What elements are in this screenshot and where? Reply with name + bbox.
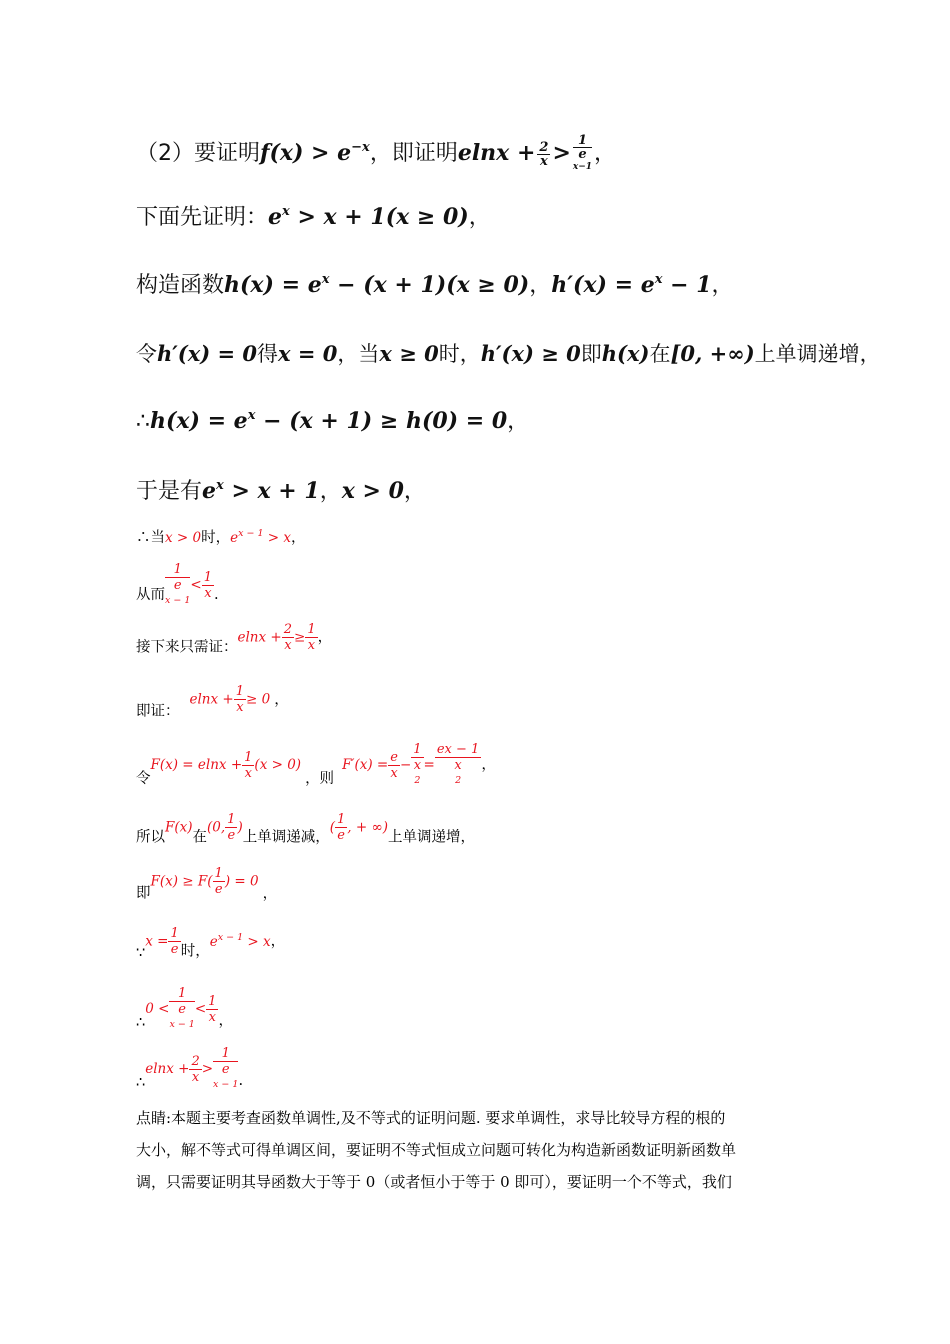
math: $h(x) = e^x - (x + 1) \ge h(0) = 0$ (150, 408, 508, 434)
fraction: 1 e x − 1 (169, 986, 195, 1030)
math: h′(x) = 0 (157, 341, 258, 366)
proof-step-7: 即F(x) ≥ F( $\frac{1}{e}$ ) = 0， (136, 866, 278, 902)
fraction: 1 e x − 1 (213, 1046, 239, 1090)
fraction: ex − 1 x 2 (436, 742, 480, 786)
fraction: 1 e x−1 (572, 133, 593, 172)
fraction: $\frac{2}{x}$ (283, 622, 292, 653)
proof-line-1 (136, 134, 616, 174)
text: 令 (136, 342, 157, 366)
math: $f(x) > e^{-x}$ (260, 140, 370, 166)
math: $e^x > x + 1(x \ge 0)$ (268, 204, 469, 230)
text: ， (403, 479, 426, 504)
proof-line-4 (136, 338, 881, 368)
text: 得 (257, 342, 279, 366)
proof-line-5 (136, 404, 529, 435)
text: ， (507, 409, 530, 434)
fraction: $\frac{1}{e}$ (337, 812, 346, 843)
fraction: $\frac{1}{e}$ (170, 926, 179, 957)
comment-line: 大小，解不等式可得单调区间，要证明不等式恒成立问题可转化为构造新函数证明新函数单 (136, 1141, 737, 1159)
fraction: $\frac{e}{x}$ (390, 749, 398, 781)
text: ，当 (337, 342, 380, 366)
math: h′(x) ≥ 0 (480, 341, 581, 366)
text: ∴ (136, 409, 150, 434)
fraction: $\frac{1}{x}$ (307, 622, 316, 653)
text: ， (529, 273, 552, 298)
fraction: $\frac{2}{x}$ (539, 139, 549, 169)
text: ， (319, 479, 342, 504)
fraction: $\frac{1}{x}$ (208, 993, 217, 1025)
math: x > 0 (341, 478, 404, 504)
proof-line-6 (136, 474, 426, 505)
text: （2）要证明 (136, 141, 260, 166)
fraction: $\frac{1}{x}$ (203, 569, 212, 601)
math: h(x) (601, 341, 650, 366)
math: > (552, 140, 571, 166)
proof-line-2 (136, 200, 491, 231)
math: $h(x) = e^x - (x + 1)(x \ge 0)$ (224, 272, 530, 298)
comment-line: 调，只需要证明其导函数大于等于 0（或者恒小于等于 0 即可），要证明一个不等式，我们 (136, 1173, 732, 1191)
proof-step-8: ∵x = $\frac{1}{e}$ 时，$e^{x - 1} > x$， (136, 926, 286, 962)
math: [0, +∞) (670, 341, 755, 366)
fraction: 1 e x − 1 (165, 562, 191, 606)
text: 时， (438, 342, 481, 366)
proof-step-6: 所以F(x)在(0, $\frac{1}{e}$ )上单调递减，( $\frac{1}{e}$ , + ∞)上单调递增， (136, 812, 475, 846)
proof-step-1: ∴当x > 0时，$e^{x - 1} > x$， (136, 528, 306, 546)
text: 构造函数 (136, 273, 225, 298)
fraction: $\frac{1}{e}$ (214, 866, 223, 897)
math: $e^x > x + 1$ (202, 478, 320, 504)
text: 即 (580, 342, 602, 366)
text: ，即证明 (369, 141, 458, 166)
text: 于是有 (136, 479, 203, 504)
proof-step-9: ∴0 < 1 e x − 1 < $\frac{1}{x}$ ， (136, 986, 233, 1031)
fraction: $\frac{1}{e}$ (227, 812, 236, 843)
text: 上单调递增， (754, 342, 881, 366)
math: x ≥ 0 (379, 341, 439, 366)
text: 在 (649, 342, 671, 366)
fraction: $\frac{1}{x}$ (235, 684, 244, 715)
text: ， (711, 273, 734, 298)
fraction: $\frac{1}{x}$ (244, 749, 253, 781)
comment-paragraph (136, 1102, 820, 1198)
proof-line-3 (136, 268, 734, 299)
math: x = 0 (278, 341, 338, 366)
proof-step-4: 即证：elnx + $\frac{1}{x}$ ≥ 0 ， (136, 684, 289, 720)
proof-step-2: 从而 1 e x − 1 < $\frac{1}{x}$ . (136, 562, 219, 606)
text: ， (594, 141, 617, 166)
text: 下面先证明： (136, 205, 269, 230)
fraction: 1 x 2 (413, 742, 422, 786)
math: $h'(x) = e^x - 1$ (551, 272, 712, 298)
text: ， (468, 205, 491, 230)
proof-step-5: 令F(x) = elnx + $\frac{1}{x}$ (x > 0)，则F′(x) = $\frac{e}{x}$ − 1 x 2 = ex − 1 x 2 ， (136, 742, 496, 787)
fraction: $\frac{2}{x}$ (191, 1053, 200, 1085)
proof-step-10: ∴elnx + $\frac{2}{x}$ > 1 e x − 1 . (136, 1046, 244, 1091)
comment-line: 点睛:本题主要考查函数单调性,及不等式的证明问题. 要求单调性，求导比较导方程的根的 (136, 1109, 726, 1127)
proof-step-3: 接下来只需证：elnx + $\frac{2}{x}$ ≥ $\frac{1}{x}$ ， (136, 622, 333, 656)
math: elnx + (457, 140, 536, 166)
